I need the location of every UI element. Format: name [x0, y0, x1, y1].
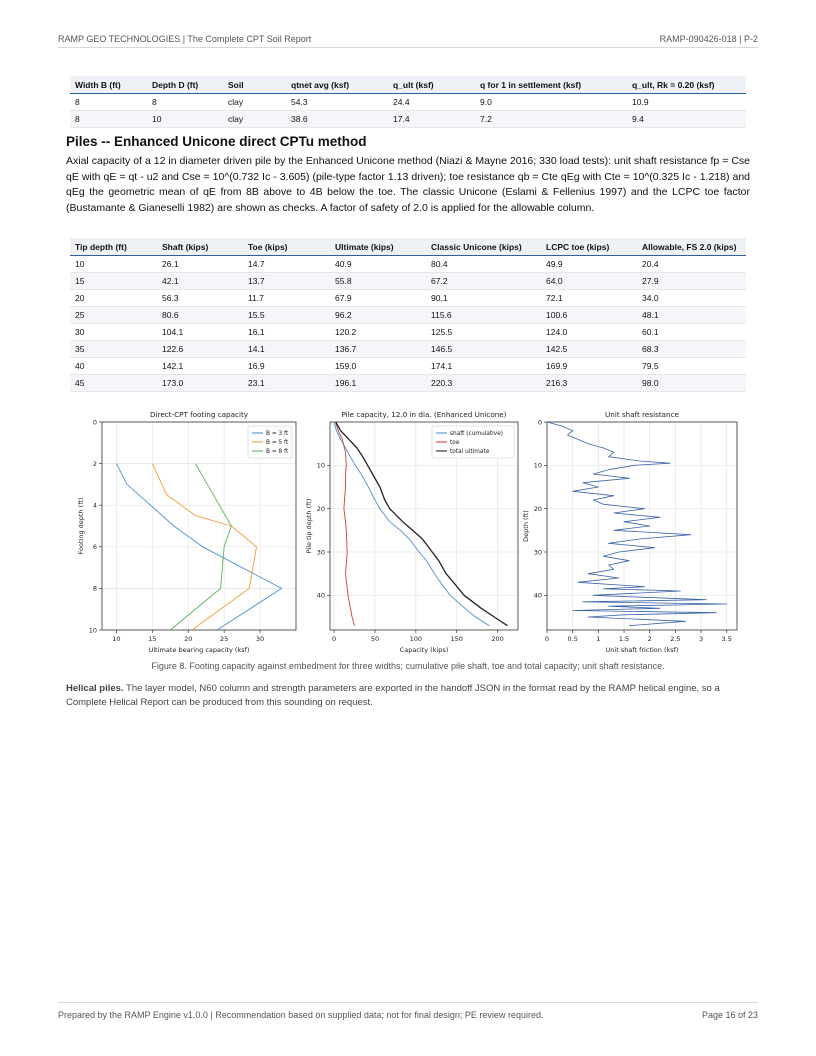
- pile-table-cell: 23.1: [243, 375, 330, 392]
- pile-table-row: [70, 358, 746, 375]
- y-tick-label: 0: [537, 418, 542, 427]
- pile-table-cell: 10: [70, 256, 157, 273]
- pile-table-cell: 60.1: [637, 324, 746, 341]
- x-axis-label: Unit shaft friction (ksf): [605, 646, 679, 654]
- pile-table-cell: 45: [70, 375, 157, 392]
- footing-table-cell: 8: [147, 94, 223, 111]
- x-axis-label: Ultimate bearing capacity (ksf): [148, 646, 250, 654]
- x-tick-label: 0: [544, 635, 550, 643]
- footing-table-cell: 8: [70, 94, 147, 111]
- footing-table-cell: 8: [70, 111, 147, 128]
- footing-table-header-cell: q for 1 in settlement (ksf): [475, 76, 627, 94]
- footing-table-cell: 7.2: [475, 111, 627, 128]
- pile-table-cell: 25: [70, 307, 157, 324]
- x-tick-label: 3.5: [721, 635, 732, 643]
- pile-table-cell: 40.9: [330, 256, 426, 273]
- chart-panel-2: [305, 410, 518, 654]
- helical-lead: Helical piles.: [66, 683, 124, 694]
- pile-table-cell: 56.3: [157, 290, 243, 307]
- pile-table-row: [70, 307, 746, 324]
- pile-table-cell: 26.1: [157, 256, 243, 273]
- footing-table-header-cell: Width B (ft): [70, 76, 147, 94]
- footing-table-cell: 10.9: [627, 94, 746, 111]
- pile-table-cell: 64.0: [541, 273, 637, 290]
- pile-table-cell: 159.0: [330, 358, 426, 375]
- pile-table-cell: 136.7: [330, 341, 426, 358]
- chart-title: Unit shaft resistance: [605, 410, 679, 419]
- y-tick-label: 0: [92, 418, 97, 427]
- header-report-id: RAMP-090426-018 | P-2: [659, 34, 758, 44]
- legend-label: B = 3 ft: [266, 431, 289, 438]
- y-tick-label: 2: [92, 459, 97, 468]
- pile-table-header-cell: Toe (kips): [243, 238, 330, 256]
- y-axis-label: Footing depth (ft): [77, 497, 85, 555]
- pile-table-header-cell: Classic Unicone (kips): [426, 238, 541, 256]
- footing-table-cell: 38.6: [286, 111, 388, 128]
- x-tick-label: 100: [409, 635, 423, 643]
- y-axis-label: Depth (ft): [522, 510, 530, 542]
- legend-label: B = 5 ft: [266, 440, 289, 447]
- x-tick-label: 1.5: [618, 635, 630, 643]
- pile-table-cell: 216.3: [541, 375, 637, 392]
- pile-table-header-cell: Ultimate (kips): [330, 238, 426, 256]
- footing-table-row: [70, 94, 746, 111]
- pile-table-row: [70, 324, 746, 341]
- plot-frame: [547, 422, 737, 630]
- pile-table-cell: 124.0: [541, 324, 637, 341]
- pile-table-row: [70, 256, 746, 273]
- header-report-title: RAMP GEO TECHNOLOGIES | The Complete CPT Soil Report: [58, 34, 312, 44]
- y-axis-label: Pile tip depth (ft): [305, 498, 313, 554]
- pile-table-cell: 142.5: [541, 341, 637, 358]
- footing-table-cell: 10: [147, 111, 223, 128]
- pile-table-cell: 30: [70, 324, 157, 341]
- pile-table-cell: 15.5: [243, 307, 330, 324]
- chart-legend: [248, 426, 292, 458]
- pile-table-cell: 49.9: [541, 256, 637, 273]
- pile-table-cell: 40: [70, 358, 157, 375]
- running-header: [58, 34, 758, 48]
- footing-table-header-cell: Soil: [223, 76, 286, 94]
- x-tick-label: 0.5: [567, 635, 578, 643]
- pile-table-cell: 15: [70, 273, 157, 290]
- pile-table-cell: 13.7: [243, 273, 330, 290]
- y-tick-label: 40: [533, 591, 542, 600]
- x-tick-label: 3: [698, 635, 704, 643]
- piles-method-paragraph: Axial capacity of a 12 in diameter driven pile by the Enhanced Unicone method (Niazi & Mayne 2016; 330 load tests): unit shaft resistance fp = Cse qE with qE = qt - u2 and Cse = 10^(0.732 Ic - 3.605) (pile-type factor 1.13 driven); toe resistance qb = Cte qEg with Cte = 10^(0.325 Ic - 1.218) and qEg the geometric mean of qE from 8B above to 4B below the toe. The classic Unicone (Eslami & Fellenius 1997) and the LCPC toe factor (Bustamante & Gianeselli 1982) are shown as checks. A factor of safety of 2.0 is applied for the allowable column.: [66, 155, 750, 214]
- pile-table-cell: 14.7: [243, 256, 330, 273]
- x-tick-label: 20: [184, 635, 193, 643]
- helical-paragraph: [66, 682, 750, 710]
- pile-table-cell: 100.6: [541, 307, 637, 324]
- pile-table-cell: 169.9: [541, 358, 637, 375]
- footing-table-header-cell: q_ult (ksf): [388, 76, 475, 94]
- legend-label: shaft (cumulative): [450, 431, 504, 438]
- footing-table-header-cell: qtnet avg (ksf): [286, 76, 388, 94]
- pile-table-cell: 20: [70, 290, 157, 307]
- pile-table-cell: 35: [70, 341, 157, 358]
- y-tick-label: 30: [533, 548, 542, 557]
- pile-table-cell: 120.2: [330, 324, 426, 341]
- pile-table-cell: 173.0: [157, 375, 243, 392]
- helical-text: The layer model, N60 column and strength parameters are exported in the handoff JSON in the format read by the RAMP helical engine, so a Complete Helical Report can be produced from this sounding on request.: [66, 683, 720, 708]
- chart-panel-1: [77, 410, 296, 654]
- chart-legend: [432, 426, 514, 458]
- figure-8: [66, 402, 750, 658]
- pile-table-row: [70, 273, 746, 290]
- footing-table-cell: 9.4: [627, 111, 746, 128]
- pile-table-cell: 34.0: [637, 290, 746, 307]
- y-tick-label: 8: [92, 584, 97, 593]
- footing-table-cell: 54.3: [286, 94, 388, 111]
- pile-table-cell: 11.7: [243, 290, 330, 307]
- pile-table-cell: 27.9: [637, 273, 746, 290]
- pile-table-cell: 196.1: [330, 375, 426, 392]
- footing-table-header-cell: q_ult, Rk = 0.20 (ksf): [627, 76, 746, 94]
- x-tick-label: 30: [255, 635, 265, 643]
- pile-table-cell: 90.1: [426, 290, 541, 307]
- chart-title: Direct-CPT footing capacity: [149, 410, 249, 419]
- pile-table-cell: 42.1: [157, 273, 243, 290]
- y-tick-label: 4: [92, 501, 97, 510]
- pile-table-cell: 122.6: [157, 341, 243, 358]
- pile-table-cell: 104.1: [157, 324, 243, 341]
- y-tick-label: 20: [316, 504, 325, 513]
- footing-table-header-cell: Depth D (ft): [147, 76, 223, 94]
- pile-table-cell: 220.3: [426, 375, 541, 392]
- pile-table-row: [70, 290, 746, 307]
- x-tick-label: 150: [450, 635, 463, 643]
- pile-table-cell: 48.1: [637, 307, 746, 324]
- page-number: Page 16 of 23: [701, 1010, 758, 1020]
- pile-table-cell: 79.5: [637, 358, 746, 375]
- pile-table-cell: 72.1: [541, 290, 637, 307]
- footing-capacity-table: [70, 76, 746, 128]
- x-axis-label: Capacity (kips): [399, 646, 449, 654]
- footing-table-cell: 9.0: [475, 94, 627, 111]
- chart-panel-3: [522, 410, 737, 654]
- legend-label: toe: [450, 440, 460, 447]
- pile-table-cell: 67.9: [330, 290, 426, 307]
- y-tick-label: 6: [92, 543, 97, 552]
- x-tick-label: 1: [596, 635, 601, 643]
- pile-table-cell: 16.9: [243, 358, 330, 375]
- pile-table-cell: 146.5: [426, 341, 541, 358]
- pile-table-header-cell: Tip depth (ft): [70, 238, 157, 256]
- pile-table-cell: 96.2: [330, 307, 426, 324]
- pile-table-cell: 68.3: [637, 341, 746, 358]
- pile-table-header-cell: Allowable, FS 2.0 (kips): [637, 238, 746, 256]
- section-title-piles: Piles -- Enhanced Unicone direct CPTu method: [66, 134, 367, 149]
- y-tick-label: 40: [316, 591, 325, 600]
- pile-table-cell: 14.1: [243, 341, 330, 358]
- x-tick-label: 2.5: [670, 635, 681, 643]
- running-footer: [58, 1002, 758, 1022]
- x-tick-label: 200: [491, 635, 504, 643]
- x-tick-label: 25: [220, 635, 229, 643]
- x-tick-label: 10: [112, 635, 121, 643]
- x-tick-label: 2: [647, 635, 652, 643]
- y-tick-label: 10: [316, 461, 325, 470]
- y-tick-label: 30: [316, 548, 325, 557]
- pile-table-cell: 20.4: [637, 256, 746, 273]
- x-tick-label: 50: [370, 635, 380, 643]
- pile-table-cell: 125.5: [426, 324, 541, 341]
- pile-table-cell: 55.8: [330, 273, 426, 290]
- footing-table-cell: clay: [223, 94, 286, 111]
- footing-table-cell: 24.4: [388, 94, 475, 111]
- pile-table-cell: 115.6: [426, 307, 541, 324]
- footer-disclaimer: Prepared by the RAMP Engine v1.0.0 | Recommendation based on supplied data; not for final design; PE review required.: [58, 1010, 544, 1020]
- pile-table-cell: 174.1: [426, 358, 541, 375]
- pile-table-cell: 142.1: [157, 358, 243, 375]
- pile-table-cell: 98.0: [637, 375, 746, 392]
- pile-table-row: [70, 375, 746, 392]
- footing-table-cell: clay: [223, 111, 286, 128]
- pile-table-cell: 67.2: [426, 273, 541, 290]
- pile-table-header-cell: LCPC toe (kips): [541, 238, 637, 256]
- y-tick-label: 10: [533, 461, 542, 470]
- x-tick-label: 15: [148, 635, 157, 643]
- figure-caption: Figure 8. Footing capacity against embedment for three widths; cumulative pile shaft, toe and total capacity; unit shaft resistance.: [151, 661, 665, 671]
- y-tick-label: 20: [533, 504, 542, 513]
- legend-label: B = 8 ft: [266, 449, 289, 456]
- pile-capacity-table: [70, 238, 746, 392]
- pile-table-header-cell: Shaft (kips): [157, 238, 243, 256]
- pile-table-row: [70, 341, 746, 358]
- pile-table-cell: 80.4: [426, 256, 541, 273]
- y-tick-label: 10: [88, 626, 97, 635]
- footing-table-cell: 17.4: [388, 111, 475, 128]
- legend-label: total ultimate: [450, 449, 490, 456]
- pile-table-cell: 16.1: [243, 324, 330, 341]
- pile-table-cell: 80.6: [157, 307, 243, 324]
- x-tick-label: 0: [332, 635, 337, 643]
- footing-table-row: [70, 111, 746, 128]
- chart-title: Pile capacity, 12.0 in dia. (Enhanced Unicone): [341, 410, 507, 419]
